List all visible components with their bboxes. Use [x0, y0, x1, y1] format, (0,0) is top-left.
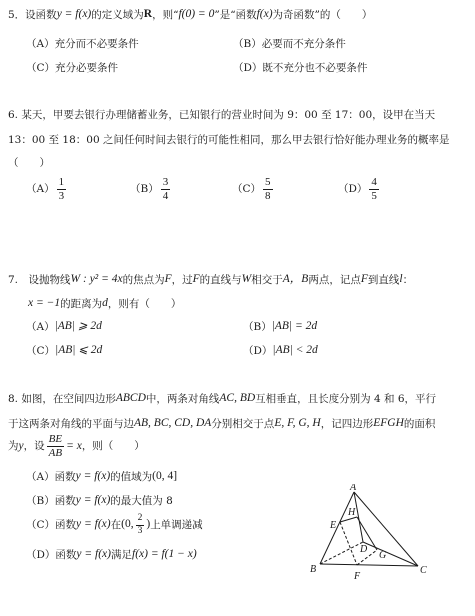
q5-option-c[interactable]: （C）充分必要条件: [26, 62, 119, 74]
label-D: D: [360, 544, 368, 555]
q6-fraction-d: $\frac{4}{5}$: [371, 176, 377, 202]
q5-math-y-eq-fx: y = f(x): [56, 8, 92, 20]
q7-option-c[interactable]: （C） |AB| ⩽ 2d: [26, 344, 103, 357]
q5-option-d[interactable]: （D）既不充分也不必要条件: [233, 62, 368, 74]
q5-stem-text: 5．设函数: [8, 8, 57, 21]
q8-fraction-2-3: $\frac{2}{3}$: [137, 513, 143, 536]
edge-bd-hidden: [320, 542, 363, 564]
label-B: B: [310, 564, 317, 575]
q5-option-a[interactable]: （A）充分而不必要条件: [26, 38, 139, 50]
label-E: E: [330, 520, 337, 531]
q8-option-c[interactable]: （C）函数 y = f(x) 在 (0, $\frac{2}{3}$ ) 上单调递减: [26, 513, 203, 536]
q5-option-b[interactable]: （B）必要而不充分条件: [233, 38, 346, 50]
q8-option-d[interactable]: （D）函数 y = f(x) 满足 f(x) = f(1 − x): [26, 548, 197, 561]
q6-option-a[interactable]: （A） $\frac{1}{3}$: [26, 176, 65, 202]
q7-option-a[interactable]: （A） |AB| ⩾ 2d: [26, 320, 102, 333]
q6-stem-line2: 13：00 至 18：00 之间任何时间去银行的可能性相同，那么甲去银行恰好能办理业务的概率是: [8, 134, 450, 146]
q5-math-R: R: [143, 8, 153, 20]
label-A: A: [350, 484, 357, 493]
q8-tetrahedron-figure: [305, 484, 435, 584]
q6-fraction-b: $\frac{3}{4}$: [162, 176, 169, 202]
q6-fraction-c: $\frac{5}{8}$: [265, 176, 271, 202]
q6-option-b[interactable]: （B） $\frac{3}{4}$: [130, 176, 169, 202]
q5-stem-text: 的定义域为: [91, 8, 144, 21]
q5-stem-text: 为奇函数”的（ ）: [272, 8, 373, 21]
q5-stem: [8, 8, 372, 22]
q6-fraction-a: $\frac{1}{3}$: [58, 176, 65, 202]
q6-stem-line1: 6. 某天，甲要去银行办理储蓄业务，已知银行的营业时间为 9：00 至 17：00，设甲在当天: [8, 109, 436, 121]
q6-option-d[interactable]: （D） $\frac{4}{5}$: [338, 176, 377, 202]
q5-stem-text: ，则“: [152, 8, 179, 21]
q8-stem-line2: 于这两条对角线的平面与边 AB, BC, CD, DA 分别相交于点 E, F, G, H ，记四边形 EFGH 的面积: [8, 417, 436, 430]
q8-option-a[interactable]: （A）函数 y = f(x) 的值域为 (0, 4]: [26, 470, 178, 483]
q7-math-parabola: W : y² = 4x: [70, 273, 123, 285]
edge-bc: [320, 564, 418, 566]
q8-fraction-be-ab: $\frac{BE}{AB}$: [48, 433, 63, 459]
edge-ef-hidden: [340, 522, 357, 565]
label-C: C: [420, 565, 427, 576]
label-G: G: [379, 550, 387, 561]
q5-stem-text: ”是“函数: [214, 8, 257, 21]
q6-option-c[interactable]: （C） $\frac{5}{8}$: [232, 176, 271, 202]
q7-math-directrix: x = −1: [28, 297, 61, 309]
q7-stem-line2: x = −1 的距离为 d ，则有（ ）: [28, 297, 182, 310]
q7-option-d[interactable]: （D） |AB| < 2d: [243, 344, 318, 357]
edge-ab: [320, 492, 354, 564]
q7-option-b[interactable]: （B） |AB| = 2d: [243, 320, 318, 333]
q6-stem-line3: （ ）: [8, 157, 50, 169]
label-F: F: [354, 571, 361, 582]
q5-math-fx: f(x): [256, 8, 273, 20]
q8-option-b[interactable]: （B）函数 y = f(x) 的最大值为 8: [26, 494, 173, 507]
q8-stem-line1: 8. 如图，在空间四边形 ABCD 中，两条对角线 AC, BD 互相垂直，且长度分别为 4 和 6，平行: [8, 392, 437, 405]
q8-stem-line3: 为 y ，设 $\frac{BE}{AB}$ = x ，则（ ）: [8, 433, 145, 459]
q7-stem-line1: 7. 设抛物线 W : y² = 4x 的焦点为 F ，过 F 的直线与 W 相交于 A，B 两点，记点 F 到直线 l ：: [8, 273, 414, 286]
q5-math-f0: f(0) = 0: [178, 8, 215, 20]
label-H: H: [348, 507, 356, 518]
